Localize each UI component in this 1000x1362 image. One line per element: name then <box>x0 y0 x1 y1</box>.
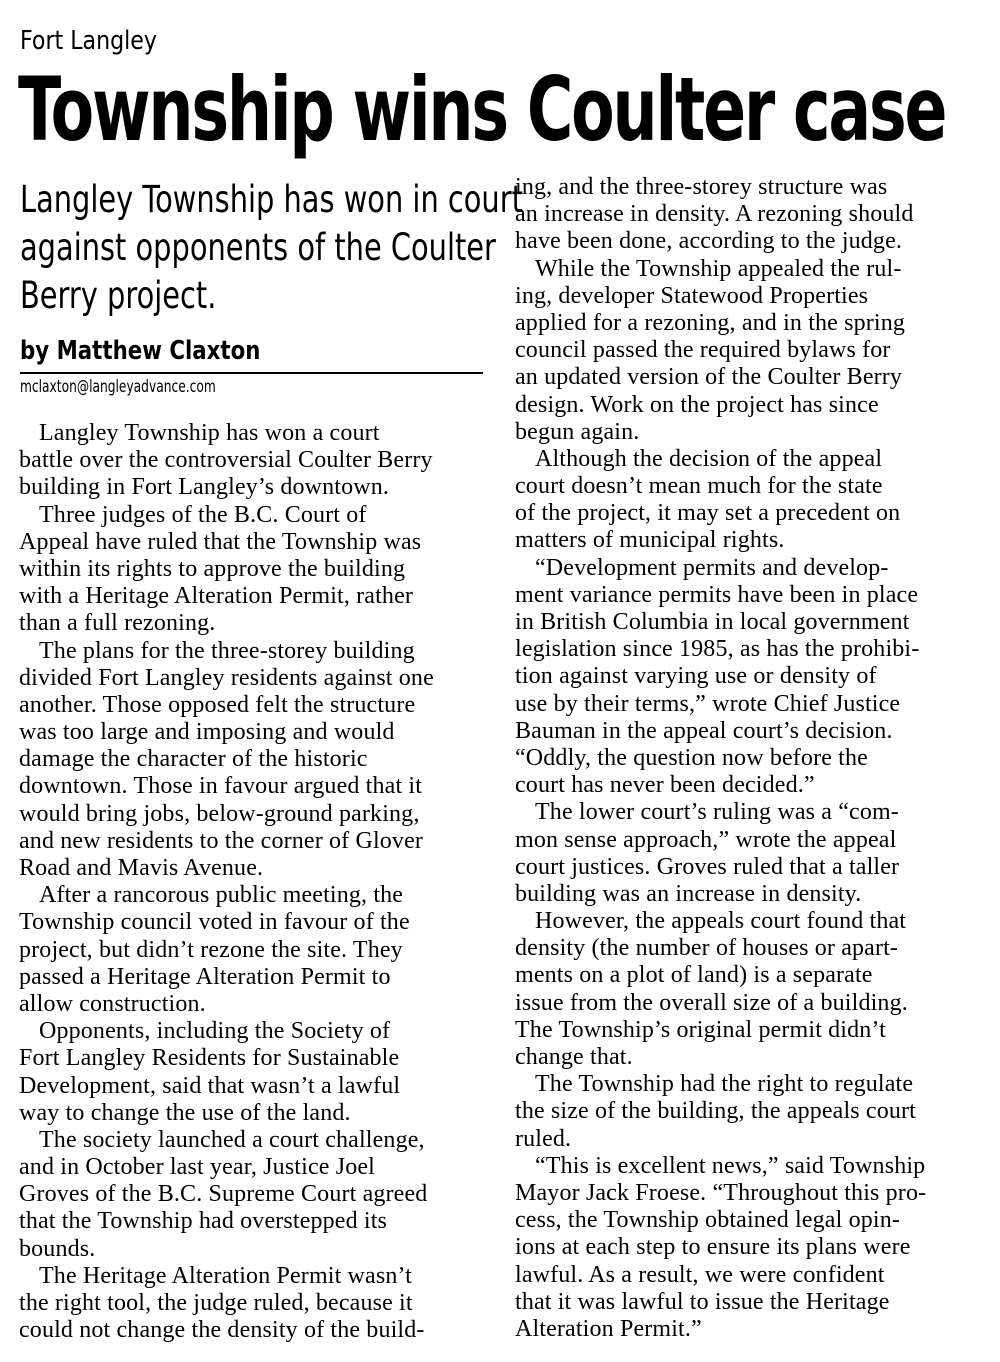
article-line: “Oddly, the question now before the <box>515 744 868 771</box>
article-line: The Township’s original permit didn’t <box>515 1016 886 1043</box>
article-line: The lower court’s ruling was a “com- <box>535 799 899 826</box>
article-line: an updated version of the Coulter Berry <box>515 364 903 391</box>
article-line: was too large and imposing and would <box>19 719 395 746</box>
article-line: court has never been decided.” <box>515 772 815 799</box>
article-line: court doesn’t mean much for the state <box>515 473 883 500</box>
article-line: ions at each step to ensure its plans were <box>515 1234 911 1261</box>
article-line: applied for a rezoning, and in the spring <box>515 309 906 336</box>
article-line: begun again. <box>515 418 640 445</box>
article-line: another. Those opposed felt the structure <box>19 691 416 718</box>
article-line: within its rights to approve the building <box>19 555 406 582</box>
article-line: Road and Mavis Avenue. <box>19 855 264 881</box>
article-line: Alteration Permit.” <box>515 1315 702 1342</box>
article-line: downtown. Those in favour argued that it <box>19 773 423 800</box>
article-line: ment variance permits have been in place <box>515 581 919 608</box>
article-line: could not change the density of the build- <box>19 1317 425 1344</box>
article-line: way to change the use of the land. <box>19 1099 351 1126</box>
article-line: “This is excellent news,” said Township <box>535 1152 926 1179</box>
article-line: and in October last year, Justice Joel <box>19 1154 375 1181</box>
article-line: divided Fort Langley residents against one <box>19 664 434 691</box>
article-line: matters of municipal rights. <box>515 527 785 554</box>
deck-line: against opponents of the Coulter <box>20 226 496 269</box>
article-line: and new residents to the corner of Glover <box>19 827 424 854</box>
article-line: legislation since 1985, as has the prohibi- <box>515 636 920 663</box>
article-line: Bauman in the appeal court’s decision. <box>515 717 893 744</box>
article-line: design. Work on the project has since <box>515 391 879 418</box>
article-line: ing, and the three-storey structure was <box>515 174 888 200</box>
article-column-1 <box>19 420 489 1344</box>
article-line: Township council voted in favour of the <box>19 909 410 936</box>
article-line: The plans for the three-storey building <box>39 637 415 664</box>
article-line: lawful. As a result, we were confident <box>515 1261 885 1288</box>
article-line: council passed the required bylaws for <box>515 337 891 364</box>
article-line: mon sense approach,” wrote the appeal <box>515 826 897 853</box>
article-line: ing, developer Statewood Properties <box>515 282 869 309</box>
section-kicker: Fort Langley <box>20 26 157 56</box>
article-line: an increase in density. A rezoning should <box>515 201 914 228</box>
article-line: However, the appeals court found that <box>535 908 907 935</box>
article-line: the size of the building, the appeals court <box>515 1098 916 1125</box>
article-line: in British Columbia in local government <box>515 609 910 635</box>
article-line: ruled. <box>515 1125 572 1152</box>
article-line: than a full rezoning. <box>19 610 216 637</box>
article-line: bounds. <box>19 1235 96 1262</box>
article-line: The Township had the right to regulate <box>535 1071 914 1098</box>
article-line: building in Fort Langley’s downtown. <box>19 474 390 501</box>
article-line: tion against varying use or density of <box>515 663 877 690</box>
article-line: project, but didn’t rezone the site. They <box>19 936 403 963</box>
article-line: would bring jobs, below-ground parking, <box>19 800 420 827</box>
article-line: ments on a plot of land) is a separate <box>515 962 873 989</box>
article-line: change that. <box>515 1044 633 1070</box>
article-line: court justices. Groves ruled that a taller <box>515 853 900 880</box>
article-line: density (the number of houses or apart- <box>515 935 899 962</box>
article-line: “Development permits and develop- <box>535 554 889 581</box>
byline: by Matthew Claxton <box>20 336 261 366</box>
article-column-2 <box>515 174 985 1343</box>
article-line: Development, said that wasn’t a lawful <box>19 1072 401 1099</box>
article-line: passed a Heritage Alteration Permit to <box>19 963 391 990</box>
article-line: that the Township had overstepped its <box>19 1208 388 1235</box>
author-email: mclaxton@langleyadvance.com <box>20 377 216 397</box>
deck <box>20 176 523 320</box>
byline-divider <box>20 372 483 374</box>
article-line: Fort Langley Residents for Sustainable <box>19 1045 400 1072</box>
article-line: Three judges of the B.C. Court of <box>39 501 367 528</box>
article-line: allow construction. <box>19 990 206 1017</box>
article-line: The society launched a court challenge, <box>39 1126 425 1153</box>
deck-line: Berry project. <box>20 274 217 317</box>
article-line: After a rancorous public meeting, the <box>39 882 404 909</box>
article-line: issue from the overall size of a building. <box>515 989 908 1016</box>
article-line: with a Heritage Alteration Permit, rather <box>19 583 414 610</box>
article-line: Langley Township has won a court <box>39 420 380 446</box>
article-line: the right tool, the judge ruled, because it <box>19 1290 413 1316</box>
article-line: Mayor Jack Froese. “Throughout this pro- <box>515 1179 927 1206</box>
article-line: While the Township appealed the rul- <box>535 255 902 282</box>
deck-line: Langley Township has won in court <box>20 178 523 221</box>
article-line: have been done, according to the judge. <box>515 228 903 255</box>
article-line: building was an increase in density. <box>515 880 862 907</box>
article-line: Although the decision of the appeal <box>535 445 883 472</box>
article-line: damage the character of the historic <box>19 746 368 773</box>
article-line: battle over the controversial Coulter Berry <box>19 447 433 474</box>
article-line: Groves of the B.C. Supreme Court agreed <box>19 1181 428 1208</box>
headline: Township wins Coulter case <box>18 58 946 161</box>
article-line: Appeal have ruled that the Township was <box>19 528 422 555</box>
article-line: use by their terms,” wrote Chief Justice <box>515 690 901 717</box>
article-line: that it was lawful to issue the Heritage <box>515 1288 890 1315</box>
article-line: of the project, it may set a precedent on <box>515 500 901 527</box>
article-line: The Heritage Alteration Permit wasn’t <box>39 1262 413 1289</box>
article-line: Opponents, including the Society of <box>39 1018 391 1045</box>
article-line: cess, the Township obtained legal opin- <box>515 1207 900 1234</box>
